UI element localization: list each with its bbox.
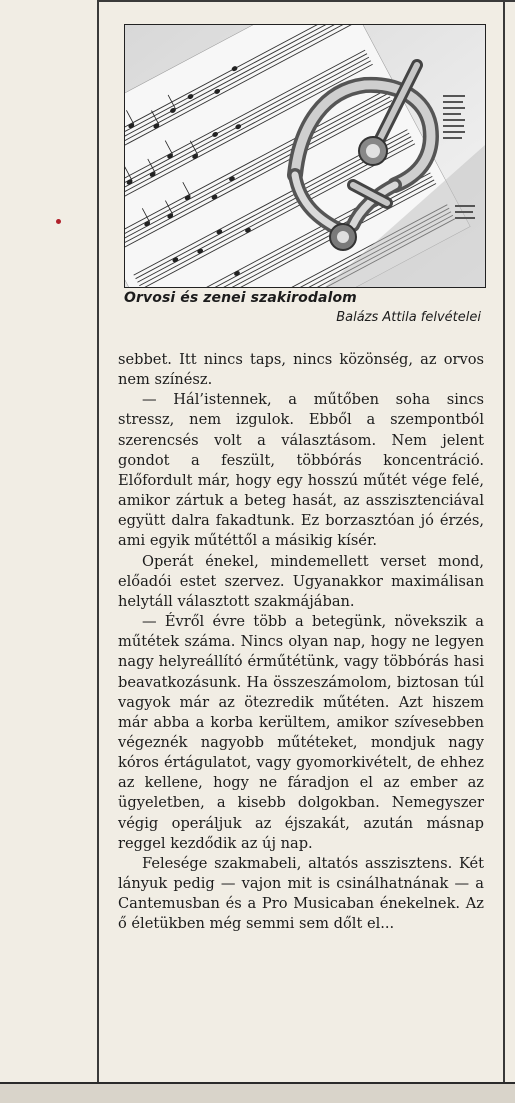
article-paragraph: — Évről évre több a betegünk, növekszik a műtétek száma. Nincs olyan nap, hogy ne legyen nagy helyreállító érműtétünk, vagy többórás hasi beavatkozásunk. Ha összeszámolom, biztosan túl vagyok már az ötezredik műtéten. Azt hiszem már abba a korba kerültem, amikor szívesebben végeznék nagyobb műtéteket, mondjuk nagy kóros értágulatot, vagy gyomorkivételt, de ehhez az kellene, hogy ne fáradjon el az ember az ügyeletben, a kisebb dolgokban. Nemegyszer végig operáljuk az éjszakát, azután másnap reggel kezdődik az új nap. bbox=[118, 613, 484, 852]
photo-credit: Balázs Attila felvételei bbox=[336, 310, 481, 325]
article-paragraph: Felesége szakmabeli, altatós asszisztens. Két lányuk pedig — vajon mit is csinálhatnának — a Cantemusban és a Pro Musicaban énekelnek. Az ő életükben még semmi sem dőlt el... bbox=[118, 854, 484, 933]
article-paragraph: Operát énekel, mindemellett verset mond, előadói estet szervez. Ugyanakkor maximálisan helytáll választott szakmájában. bbox=[118, 552, 484, 610]
right-border-rule bbox=[503, 0, 505, 1085]
scan-edge-strip bbox=[0, 1084, 515, 1103]
article-photo bbox=[124, 24, 486, 288]
sheet-music-and-forceps-image bbox=[125, 25, 485, 287]
left-border-rule bbox=[97, 0, 99, 1085]
article-paragraph: sebbet. Itt nincs taps, nincs közönség, az orvos nem színész. bbox=[118, 351, 484, 389]
margin-mark bbox=[56, 219, 61, 224]
top-border-rule bbox=[97, 0, 515, 2]
article-paragraph: — Hál’istennek, a műtőben soha sincs stressz, nem izgulok. Ebből a szempontból szerencsés volt a választásom. Nem jelent gondot a feszült, többórás koncentráció. Előfordult már, hogy egy hosszú műtét vége felé, amikor zártuk a beteg hasát, az asszisztenciával együtt dalra fakadtunk. Ez borzasztóan jó érzés, ami egyik műtéttől a másikig kísér. bbox=[118, 391, 484, 550]
photo-caption-title: Orvosi és zenei szakirodalom bbox=[124, 290, 357, 306]
article-body bbox=[118, 350, 484, 935]
